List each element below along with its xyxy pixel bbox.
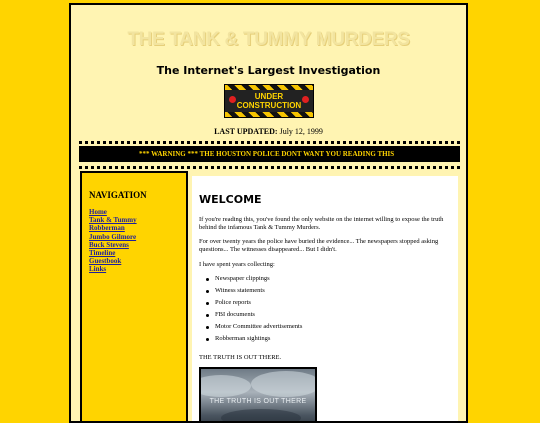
navigation-title: NAVIGATION [89, 190, 147, 200]
welcome-heading: WELCOME [199, 193, 262, 206]
nav-link-tank-tummy[interactable]: Tank & Tummy [89, 216, 137, 225]
list-item: Motor Committee advertisements [199, 321, 302, 333]
collecting-paragraph: I have spent years collecting: [199, 261, 275, 268]
nav-link-links[interactable]: Links [89, 265, 107, 274]
main-content [192, 176, 458, 423]
list-item: FBI documents [199, 309, 302, 321]
nav-link-home[interactable]: Home [89, 208, 107, 216]
nav-link-buck-stevens[interactable]: Buck Stevens [89, 240, 129, 249]
nav-link-robberman[interactable]: Robberman [89, 224, 125, 233]
nav-link-guestbook[interactable]: Guestbook [89, 257, 122, 266]
cloud-shape [199, 375, 251, 397]
badge-line-2: CONSTRUCTION [236, 101, 302, 110]
list-item: Newspaper clippings [199, 273, 302, 285]
cloud-shape [251, 371, 317, 397]
site-title: THE TANK & TUMMY MURDERS [127, 29, 410, 50]
warning-marquee [79, 146, 460, 162]
page-frame [69, 3, 468, 423]
navigation-links [89, 208, 137, 274]
last-updated [71, 127, 466, 136]
warning-text: *** WARNING *** THE HOUSTON POLICE DONT WANT YOU READING THIS [139, 150, 395, 158]
list-item: Witness statements [199, 285, 302, 297]
nav-link-jumbo-gilmore[interactable]: Jumbo Gilmore [89, 232, 137, 241]
under-construction-badge [224, 84, 314, 118]
navigation-panel [80, 171, 188, 423]
site-subtitle: The Internet's Largest Investigation [156, 64, 381, 77]
collected-items-list [199, 273, 302, 346]
badge-line-1: UNDER [254, 92, 284, 101]
under-construction-text [225, 92, 313, 110]
truth-statement: THE TRUTH IS OUT THERE. [199, 354, 282, 361]
cloud-shape [221, 409, 301, 423]
hazard-stripe-bottom [225, 112, 313, 117]
last-updated-value: July 12, 1999 [277, 127, 323, 136]
truth-image [199, 367, 317, 423]
evidence-paragraph: For over twenty years the police have buried the evidence... The newspapers stopped asking questions... The witnesses disappeared... But I didn't. [199, 238, 439, 253]
list-item: Police reports [199, 297, 302, 309]
hazard-stripe-top [225, 85, 313, 90]
list-item: Robberman sightings [199, 333, 302, 345]
intro-paragraph: If you're reading this, you've found the only website on the internet willing to expose the truth behind the infamous Tank & Tummy Murders. [199, 216, 444, 231]
dotted-divider-bottom [79, 166, 460, 169]
dotted-divider-top [79, 141, 460, 144]
truth-image-text: THE TRUTH IS OUT THERE [209, 398, 307, 405]
last-updated-label: LAST UPDATED: [214, 127, 278, 136]
nav-link-timeline[interactable]: Timeline [89, 249, 116, 258]
